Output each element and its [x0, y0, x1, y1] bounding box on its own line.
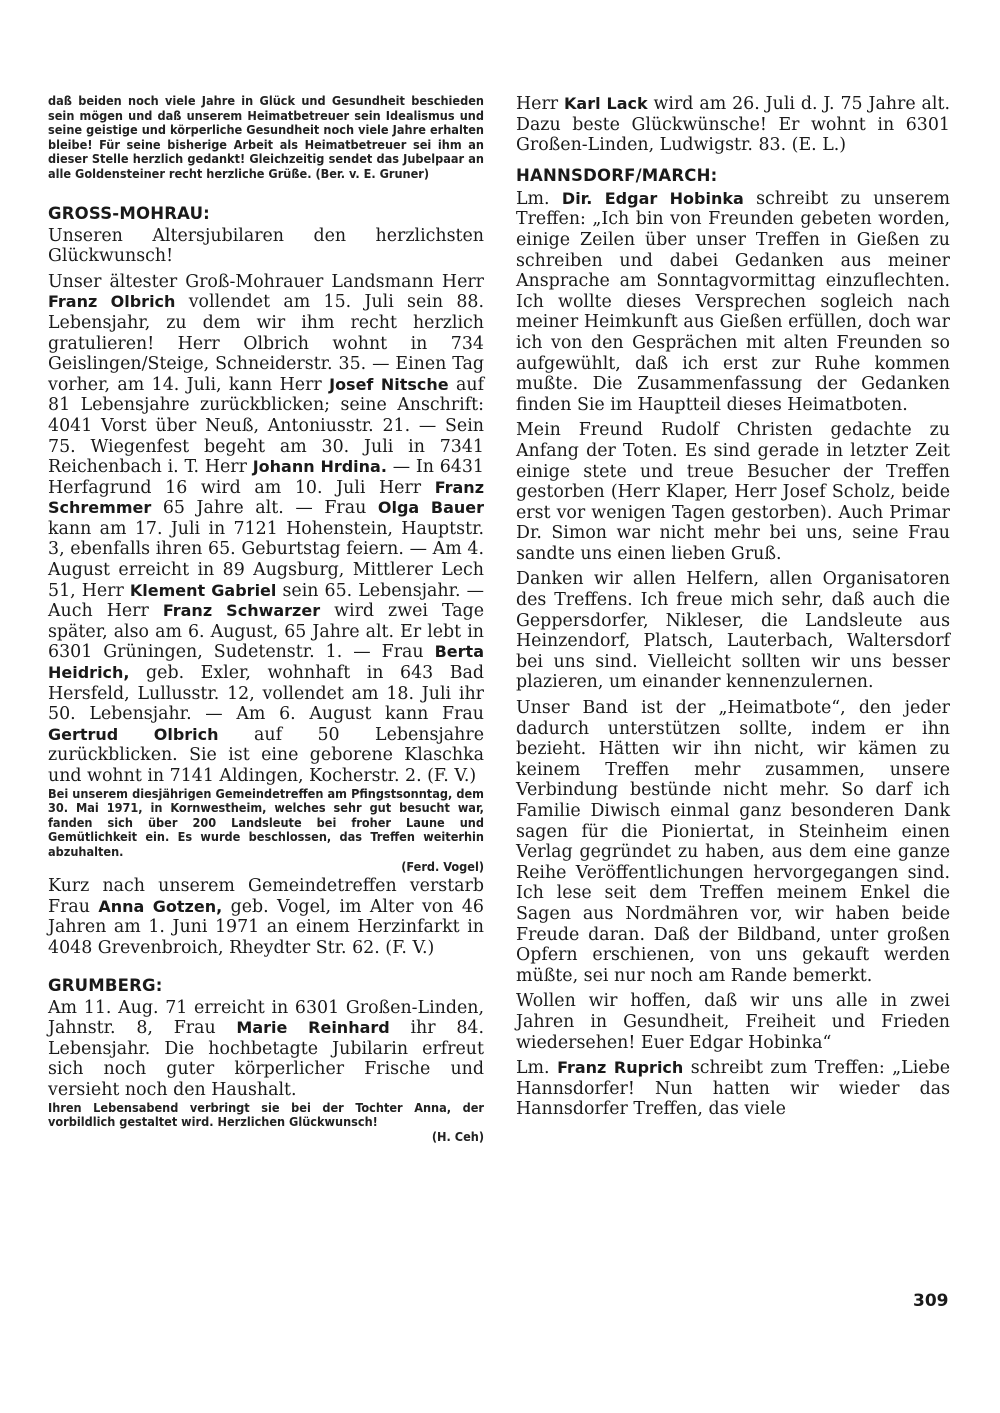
right-column: [516, 94, 950, 1120]
closing-paragraph: Wollen wir hoffen, daß wir uns alle in zwei Jahren in Gesundheit, Freiheit und Frieden wiedersehen! Euer Edgar Hobinka“: [516, 991, 950, 1053]
heimatbote-paragraph: Unser Band ist der „Heimatbote“, den jeder dadurch unterstützen sollte, indem er ihn bezieht. Hätten wir ihn nicht, wir kämen zu keinem Treffen mehr zusammen, unsere Verbindung bestünde nicht mehr. So darf ich Familie Diwisch einmal ganz besonderen Dank sagen für die Pioniertat, in Steinheim einen Verlag gegründet zu haben, aus dem eine ganze Reihe Veröffentlichungen hervorgegangen sind. Ich lese seit dem Treffen meinem Enkel die Sagen aus Nordmähren vor, wir haben beide Freude daran. Daß der Bildband, unter großen Opfern erschienen, von uns gekauft werden müßte, sei nur noch am Rande bemerkt.: [516, 698, 950, 986]
karl-lack-paragraph: Herr Karl Lack wird am 26. Juli d. J. 75 Jahre alt. Dazu beste Glückwünsche! Er wohnt in 6301 Großen-Linden, Ludwigstr. 83. (E. L.): [516, 94, 950, 156]
person-name: Franz Schwarzer: [162, 601, 321, 621]
greeting-paragraph: Unseren Altersjubilaren den herzlichsten Glückwunsch!: [48, 225, 484, 267]
section-heading-grumberg: GRUMBERG:: [48, 975, 163, 995]
grumberg-note-paragraph: Ihren Lebensabend verbringt sie bei der Tochter Anna, der vorbildlich gestaltet wird. Herzlichen Glückwunsch!: [48, 1099, 484, 1130]
meeting-report-paragraph: Bei unserem diesjährigen Gemeindetreffen am Pfingstsonntag, dem 30. Mai 1971, in Kornwestheim, welches sehr gut besucht war, fanden sich über 200 Landsleute bei froher Laune und Gemütlichkeit ein. Es wurde beschlossen, das Treffen weiterhin abzuhalten.: [48, 785, 484, 859]
person-name: Dir. Edgar Hobinka: [561, 188, 744, 208]
page-number: 309: [913, 1291, 949, 1311]
person-name: Franz Olbrich: [48, 292, 176, 312]
person-name: Marie Reinhard: [236, 1018, 390, 1038]
section-heading-gross-mohrau: GROSS-MOHRAU:: [48, 203, 210, 223]
person-name: Franz Schremmer: [48, 477, 484, 518]
meeting-report-signature: (Ferd. Vogel): [401, 858, 484, 874]
grumberg-note-signature: (H. Ceh): [431, 1128, 484, 1144]
birthdays-paragraph: Unser ältester Groß-Mohrauer Landsmann Herr Franz Olbrich vollendet am 15. Juli sein 88. Lebensjahr, zu dem wir ihm recht herzlich gratulieren! Herr Olbrich wohnt in 734 Geislingen/Steige, Schneiderstr. 35. — Einen Tag vorher, am 14. Juli, kann Herr Josef Nitsche auf 81 Lebensjahre zurückblicken; seine Anschrift: 4041 Vorst über Neuß, Antoniusstr. 21. — Sein 75. Wiegenfest begeht am 30. Juli in 7341 Reichenbach i. T. Herr Johann Hrdina. — In 6431 Herfagrund 16 wird am 10. Juli Herr Franz Schremmer 65 Jahre alt. — Frau Olga Bauer kann am 17. Juli in 7121 Hohenstein, Hauptstr. 3, ebenfalls ihren 65. Geburtstag feiern. — Am 4. August erreicht in 89 Augsburg, Mittlerer Lech 51, Herr Klement Gabriel sein 65. Lebensjahr. — Auch Herr Franz Schwarzer wird zwei Tage später, also am 6. August, 65 Jahre alt. Er lebt in 6301 Grüningen, Sudetenstr. 1. — Frau Berta Heidrich, geb. Exler, wohnhaft in 643 Bad Hersfeld, Lullusstr. 12, vollendet am 18. Juli ihr 50. Lebensjahr. — Am 6. August kann Frau Gertrud Olbrich auf 50 Lebensjahre zurückblicken. Sie ist eine geborene Klaschka und wohnt in 7141 Aldingen, Kocherstr. 2. (F. V.): [48, 271, 485, 786]
person-name: Olga Bauer: [377, 498, 484, 518]
thanks-paragraph: Danken wir allen Helfern, allen Organisatoren des Treffens. Ich freue mich sehr, daß auch die Geppersdorfer, Nikleser, die Landsleute aus Heinzendorf, Platsch, Lauterbach, Waltersdorf bei uns sind. Vielleicht sollten wir uns besser plazieren, um einander kennenzulernen.: [516, 569, 950, 693]
intro-paragraph: daß beiden noch viele Jahre in Glück und Gesundheit beschieden sein mögen und daß unserem Heimatbetreuer sein Idealismus und seine geistige und körperliche Gesundheit noch viele Jahre erhalten bleibe! Für seine bisherige Arbeit als Heimatbetreuer sei ihm an dieser Stelle herzlich gedankt! Gleichzeitig sendet das Jubelpaar an alle Goldensteiner recht herzliche Grüße. (Ber. v. E. Gruner): [48, 93, 484, 181]
hobinka-letter-paragraph: Lm. Dir. Edgar Hobinka schreibt zu unserem Treffen: „Ich bin von Freunden gebeten worden, einige Zeilen über unser Treffen in Gießen zu schreiben und dabei Gedanken aus meiner Ansprache am Sonntagvormittag einzuflechten. Ich wollte dieses Versprechen sogleich nach meiner Heimkunft aus Gießen erfüllen, doch war ich von den Gesprächen mit alten Freunden so aufgewühlt, daß ich erst zur Ruhe kommen mußte. Die Zusammenfassung der Gedanken finden Sie im Hauptteil dieses Heimatboten.: [516, 188, 950, 415]
memorial-paragraph: Mein Freund Rudolf Christen gedachte zu Anfang der Toten. Es sind gerade in letzter Zeit einige stete und treue Besucher der Treffen gestorben (Herr Klaper, Herr Josef Scholz, beide erst vor wenigen Tagen gestorben). Auch Primar Dr. Simon war nicht mehr bei uns, seine Frau sandte uns einen lieben Gruß.: [516, 420, 950, 564]
person-name: Karl Lack: [564, 94, 648, 113]
obituary-paragraph: Kurz nach unserem Gemeindetreffen verstarb Frau Anna Gotzen, geb. Vogel, im Alter von 46 Jahren am 1. Juni 1971 an einem Herzinfarkt in 4048 Grevenbroich, Rheydter Str. 62. (F. V.): [48, 876, 484, 958]
person-name: Berta Heidrich,: [48, 642, 484, 683]
person-name: Johann Hrdina.: [252, 457, 387, 477]
person-name: Klement Gabriel: [129, 580, 277, 600]
person-name: Anna Gotzen,: [98, 896, 223, 916]
left-column: [48, 94, 484, 1144]
person-name: Franz Ruprich: [557, 1058, 684, 1078]
person-name: Josef Nitsche: [329, 374, 449, 394]
grumberg-birthday-paragraph: Am 11. Aug. 71 erreicht in 6301 Großen-Linden, Jahnstr. 8, Frau Marie Reinhard ihr 84. Lebensjahr. Die hochbetagte Jubilarin erfreut sich noch guter körperlicher Frische und versieht noch den Haushalt.: [48, 997, 484, 1100]
section-heading-hannsdorf: HANNSDORF/MARCH:: [516, 165, 718, 185]
person-name: Gertrud Olbrich: [48, 724, 219, 744]
ruprich-paragraph: Lm. Franz Ruprich schreibt zum Treffen: „Liebe Hannsdorfer! Nun hatten wir wieder das Hannsdorfer Treffen, das viele: [516, 1058, 950, 1120]
